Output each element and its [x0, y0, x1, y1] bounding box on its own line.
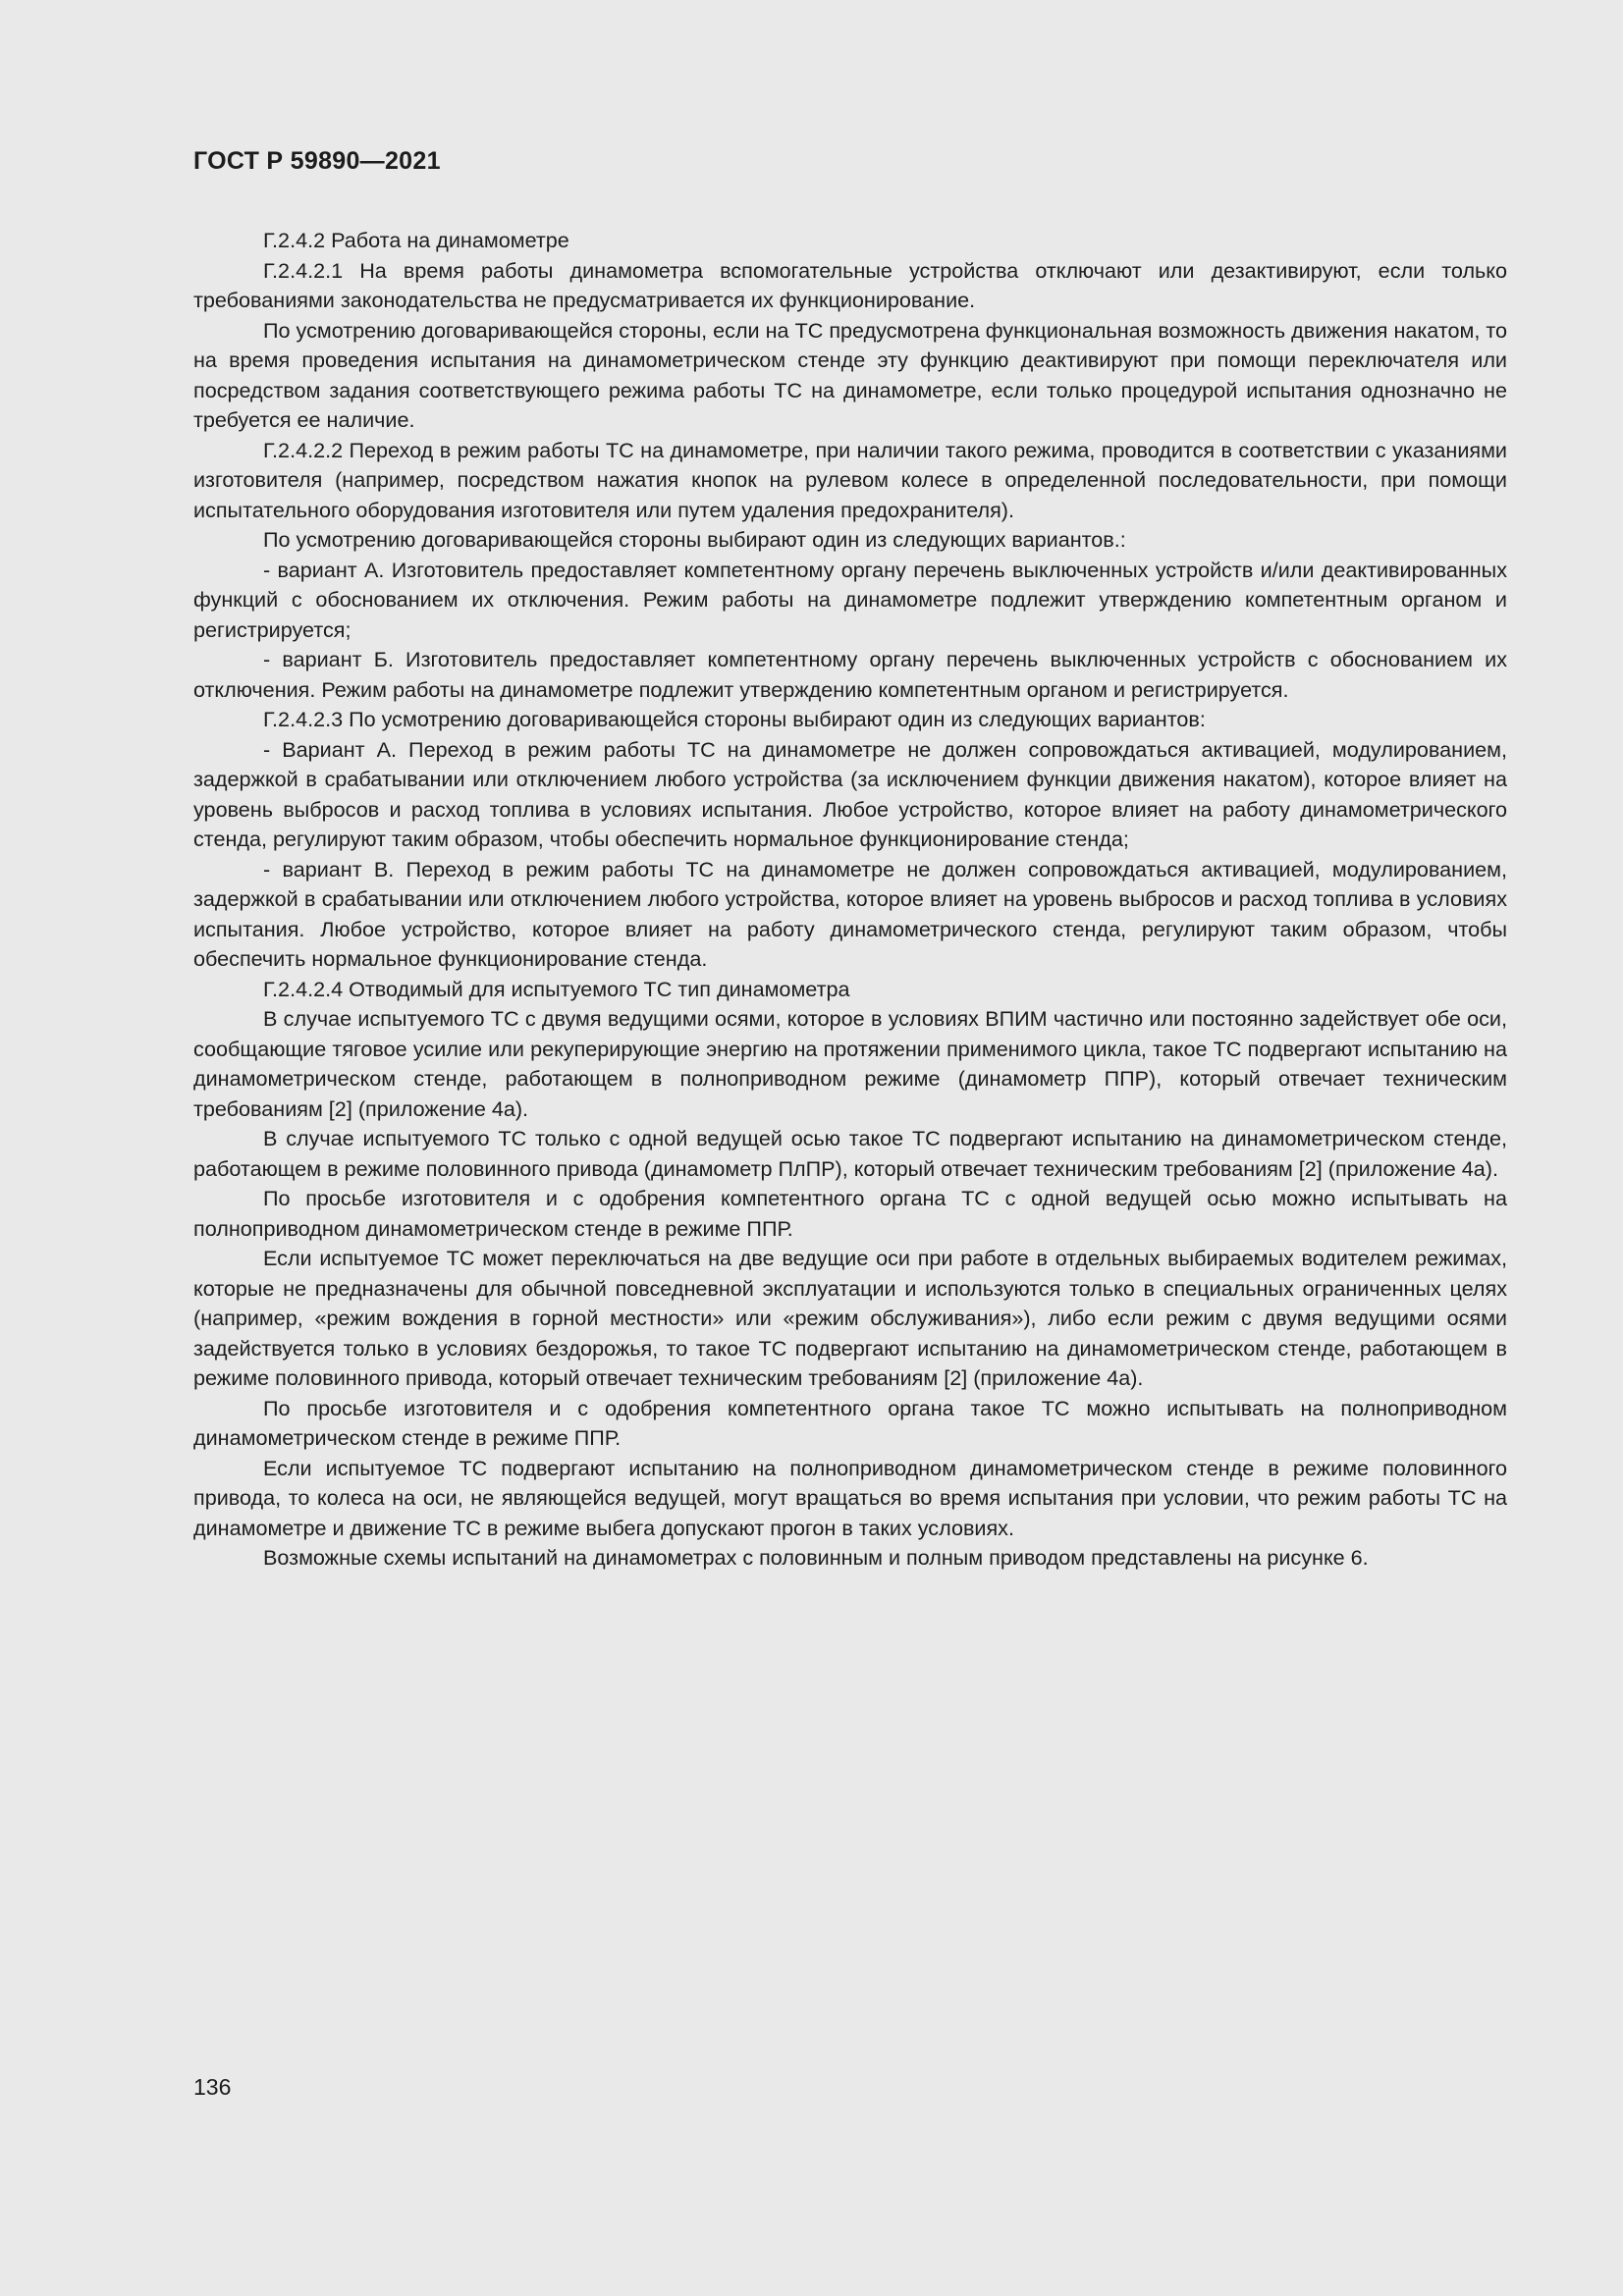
paragraph: Г.2.4.2.4 Отводимый для испытуемого ТС тип динамометра — [263, 976, 850, 1001]
paragraph: В случае испытуемого ТС с двумя ведущими осями, которое в условиях ВПИМ частично или постоянно задействует обе оси, сообщающие тяговое усилие или рекуперирующие энергию на протяжении применимого цикла, такое ТС подвергают испытанию на динамометрическом стенде, работающем в полноприводном режиме (динамометр ППР), который отвечает техническим требованиям [2] (приложение 4а). — [193, 1006, 1507, 1121]
body-text — [193, 226, 1507, 1574]
paragraph: По усмотрению договаривающейся стороны выбирают один из следующих вариантов.: — [263, 527, 1126, 552]
paragraph: В случае испытуемого ТС только с одной ведущей осью такое ТС подвергают испытанию на динамометрическом стенде, работающем в режиме половинного привода (динамометр ПлПР), который отвечает техническим требованиям [2] (приложение 4а). — [193, 1126, 1507, 1181]
paragraph: Г.2.4.2.2 Переход в режим работы ТС на динамометре, при наличии такого режима, проводится в соответствии с указаниями изготовителя (например, посредством нажатия кнопок на рулевом колесе в определенной последовательности, при помощи испытательного оборудования изготовителя или путем удаления предохранителя). — [193, 437, 1507, 522]
page-number: 136 — [193, 2074, 232, 2100]
paragraph: Если испытуемое ТС подвергают испытанию на полноприводном динамометрическом стенде в режиме половинного привода, то колеса на оси, не являющейся ведущей, могут вращаться во время испытания при условии, что режим работы ТС на динамометре и движение ТС в режиме выбега допускают прогон в таких условиях. — [193, 1455, 1507, 1540]
paragraph: - Вариант А. Переход в режим работы ТС на динамометре не должен сопровождаться активацией, модулированием, задержкой в срабатывании или отключением любого устройства (за исключением функции движения накатом), которое влияет на уровень выбросов и расход топлива в условиях испытания. Любое устройство, которое влияет на работу динамометрического стенда, регулируют таким образом, чтобы обеспечить нормальное функционирование стенда; — [193, 736, 1507, 851]
paragraph: Г.2.4.2 Работа на динамометре — [263, 228, 569, 252]
standard-header: ГОСТ Р 59890—2021 — [193, 147, 441, 175]
paragraph: Если испытуемое ТС может переключаться на две ведущие оси при работе в отдельных выбираемых водителем режимах, которые не предназначены для обычной повседневной эксплуатации и используются только в специальных ограниченных целях (например, «режим вождения в горной местности» или «режим обслуживания»), либо если режим с двумя ведущими осями задействуется только в условиях бездорожья, то такое ТС подвергают испытанию на динамометрическом стенде, работающем в режиме половинного привода, который отвечает техническим требованиям [2] (приложение 4а). — [193, 1246, 1507, 1390]
paragraph: Г.2.4.2.1 На время работы динамометра вспомогательные устройства отключают или дезактивируют, если только требованиями законодательства не предусматривается их функционирование. — [193, 257, 1507, 312]
paragraph: По просьбе изготовителя и с одобрения компетентного органа ТС с одной ведущей осью можно испытывать на полноприводном динамометрическом стенде в режиме ППР. — [193, 1186, 1507, 1241]
paragraph: По усмотрению договаривающейся стороны, если на ТС предусмотрена функциональная возможность движения накатом, то на время проведения испытания на динамометрическом стенде эту функцию деактивируют при помощи переключателя или посредством задания соответствующего режима работы ТС на динамометре, если только процедурой испытания однозначно не требуется ее наличие. — [193, 317, 1507, 432]
paragraph: - вариант В. Переход в режим работы ТС на динамометре не должен сопровождаться активацией, модулированием, задержкой в срабатывании или отключением любого устройства, которое влияет на уровень выбросов и расход топлива в условиях испытания. Любое устройство, которое влияет на работу динамометрического стенда, регулируют таким образом, чтобы обеспечить нормальное функционирование стенда. — [193, 856, 1507, 971]
paragraph: - вариант А. Изготовитель предоставляет компетентному органу перечень выключенных устройств и/или деактивированных функций с обоснованием их отключения. Режим работы на динамометре подлежит утверждению компетентным органом и регистрируется; — [193, 557, 1507, 642]
paragraph: Г.2.4.2.3 По усмотрению договаривающейся стороны выбирают один из следующих вариантов: — [263, 707, 1206, 731]
paragraph: По просьбе изготовителя и с одобрения компетентного органа такое ТС можно испытывать на полноприводном динамометрическом стенде в режиме ППР. — [193, 1395, 1507, 1450]
paragraph: Возможные схемы испытаний на динамометрах с половинным и полным приводом представлены на рисунке 6. — [263, 1545, 1369, 1570]
paragraph: - вариант Б. Изготовитель предоставляет компетентному органу перечень выключенных устройств с обоснованием их отключения. Режим работы на динамометре подлежит утверждению компетентным органом и регистрируется. — [193, 647, 1507, 702]
